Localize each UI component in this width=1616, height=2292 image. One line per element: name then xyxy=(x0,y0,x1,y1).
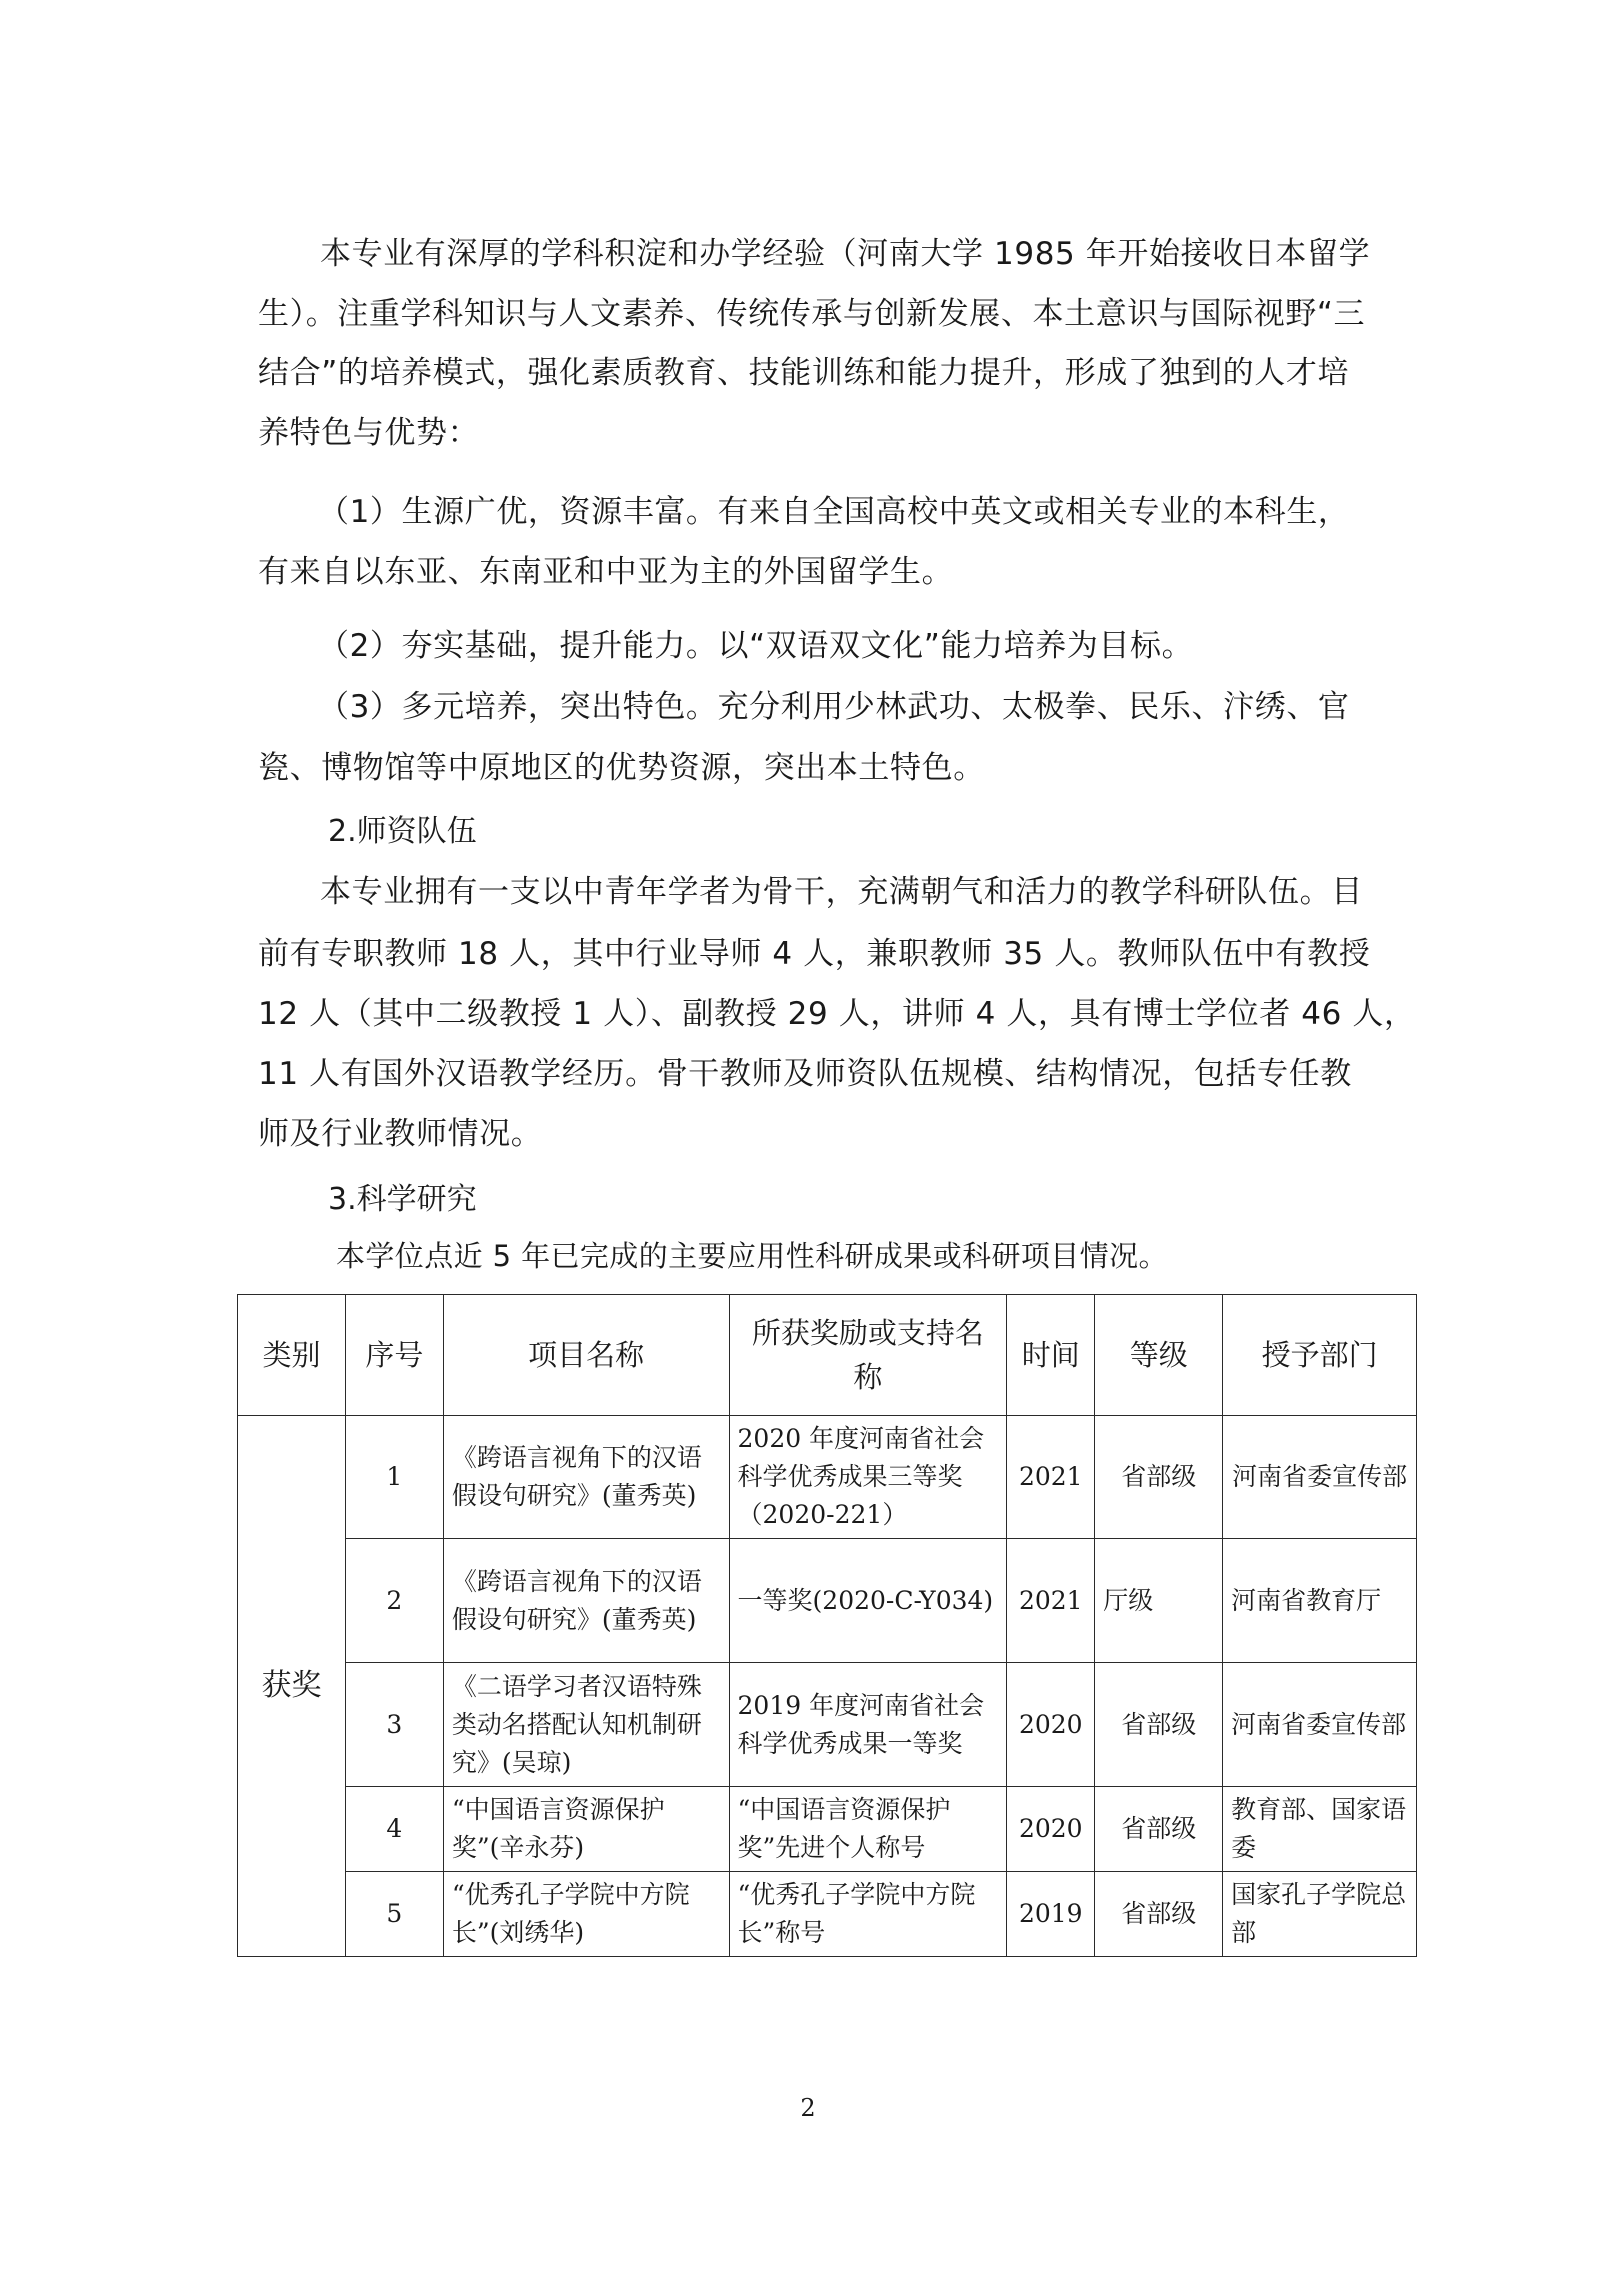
research-intro: 本学位点近 5 年已完成的主要应用性科研成果或科研项目情况。 xyxy=(336,1239,1168,1273)
table-header-row xyxy=(238,1295,1417,1416)
intro-line-3: 结合”的培养模式，强化素质教育、技能训练和能力提升，形成了独到的人才培 xyxy=(258,355,1350,391)
header-level: 等级 xyxy=(1095,1295,1223,1416)
faculty-line-1: 本专业拥有一支以中青年学者为骨干，充满朝气和活力的教学科研队伍。目 xyxy=(320,874,1363,910)
faculty-line-4: 11 人有国外汉语教学经历。骨干教师及师资队伍规模、结构情况，包括专任教 xyxy=(258,1056,1352,1092)
faculty-heading: 2.师资队伍 xyxy=(328,814,477,849)
table-row xyxy=(238,1787,1417,1872)
intro-line-1: 本专业有深厚的学科积淀和办学经验（河南大学 1985 年开始接收日本留学 xyxy=(320,236,1371,272)
row-dept: 教育部、国家语委 xyxy=(1223,1787,1417,1872)
research-heading: 3.科学研究 xyxy=(328,1182,477,1217)
row-level: 省部级 xyxy=(1095,1663,1223,1787)
category-cell: 获奖 xyxy=(238,1416,346,1957)
header-category: 类别 xyxy=(238,1295,346,1416)
feature-3-line-1: （3）多元培养，突出特色。充分利用少林武功、太极拳、民乐、汴绣、官 xyxy=(318,689,1350,725)
awards-table xyxy=(237,1294,1417,1957)
row-project: 《跨语言视角下的汉语假设句研究》(董秀英) xyxy=(443,1416,729,1539)
table-row xyxy=(238,1872,1417,1957)
row-project: “中国语言资源保护奖”(辛永芬) xyxy=(443,1787,729,1872)
row-project: 《二语学习者汉语特殊类动名搭配认知机制研究》(吴琼) xyxy=(443,1663,729,1787)
faculty-line-3: 12 人（其中二级教授 1 人）、副教授 29 人，讲师 4 人，具有博士学位者 46 人， xyxy=(258,996,1416,1032)
row-no: 1 xyxy=(345,1416,443,1539)
intro-line-2: 生）。注重学科知识与人文素养、传统传承与创新发展、本土意识与国际视野“三 xyxy=(258,296,1366,332)
row-year: 2020 xyxy=(1007,1663,1095,1787)
row-dept: 河南省委宣传部 xyxy=(1223,1416,1417,1539)
row-no: 5 xyxy=(345,1872,443,1957)
row-dept: 国家孔子学院总部 xyxy=(1223,1872,1417,1957)
row-year: 2021 xyxy=(1007,1539,1095,1663)
row-level: 省部级 xyxy=(1095,1416,1223,1539)
faculty-line-2: 前有专职教师 18 人，其中行业导师 4 人，兼职教师 35 人。教师队伍中有教授 xyxy=(258,936,1371,972)
row-award: 一等奖(2020-C-Y034) xyxy=(729,1539,1007,1663)
header-project: 项目名称 xyxy=(443,1295,729,1416)
row-award: 2019 年度河南省社会科学优秀成果一等奖 xyxy=(729,1663,1007,1787)
row-award: “优秀孔子学院中方院长”称号 xyxy=(729,1872,1007,1957)
table-row xyxy=(238,1416,1417,1539)
feature-3-line-2: 瓷、博物馆等中原地区的优势资源，突出本土特色。 xyxy=(258,750,985,786)
row-award: 2020 年度河南省社会科学优秀成果三等奖（2020-221） xyxy=(729,1416,1007,1539)
row-year: 2021 xyxy=(1007,1416,1095,1539)
table-row xyxy=(238,1539,1417,1663)
row-level: 厅级 xyxy=(1095,1539,1223,1663)
header-dept: 授予部门 xyxy=(1223,1295,1417,1416)
row-no: 2 xyxy=(345,1539,443,1663)
row-level: 省部级 xyxy=(1095,1787,1223,1872)
row-year: 2020 xyxy=(1007,1787,1095,1872)
faculty-line-5: 师及行业教师情况。 xyxy=(258,1116,543,1152)
row-year: 2019 xyxy=(1007,1872,1095,1957)
row-award: “中国语言资源保护奖”先进个人称号 xyxy=(729,1787,1007,1872)
feature-1-line-2: 有来自以东亚、东南亚和中亚为主的外国留学生。 xyxy=(258,554,954,590)
table-row xyxy=(238,1663,1417,1787)
page-number: 2 xyxy=(800,2094,816,2122)
feature-1-line-1: （1）生源广优，资源丰富。有来自全国高校中英文或相关专业的本科生， xyxy=(318,494,1350,530)
row-project: “优秀孔子学院中方院长”(刘绣华) xyxy=(443,1872,729,1957)
row-no: 3 xyxy=(345,1663,443,1787)
header-award: 所获奖励或支持名称 xyxy=(729,1295,1007,1416)
feature-2: （2）夯实基础，提升能力。以“双语双文化”能力培养为目标。 xyxy=(318,628,1194,664)
row-dept: 河南省委宣传部 xyxy=(1223,1663,1417,1787)
header-year: 时间 xyxy=(1007,1295,1095,1416)
row-dept: 河南省教育厅 xyxy=(1223,1539,1417,1663)
row-no: 4 xyxy=(345,1787,443,1872)
row-project: 《跨语言视角下的汉语假设句研究》(董秀英) xyxy=(443,1539,729,1663)
intro-line-4: 养特色与优势： xyxy=(258,415,480,451)
header-no: 序号 xyxy=(345,1295,443,1416)
row-level: 省部级 xyxy=(1095,1872,1223,1957)
